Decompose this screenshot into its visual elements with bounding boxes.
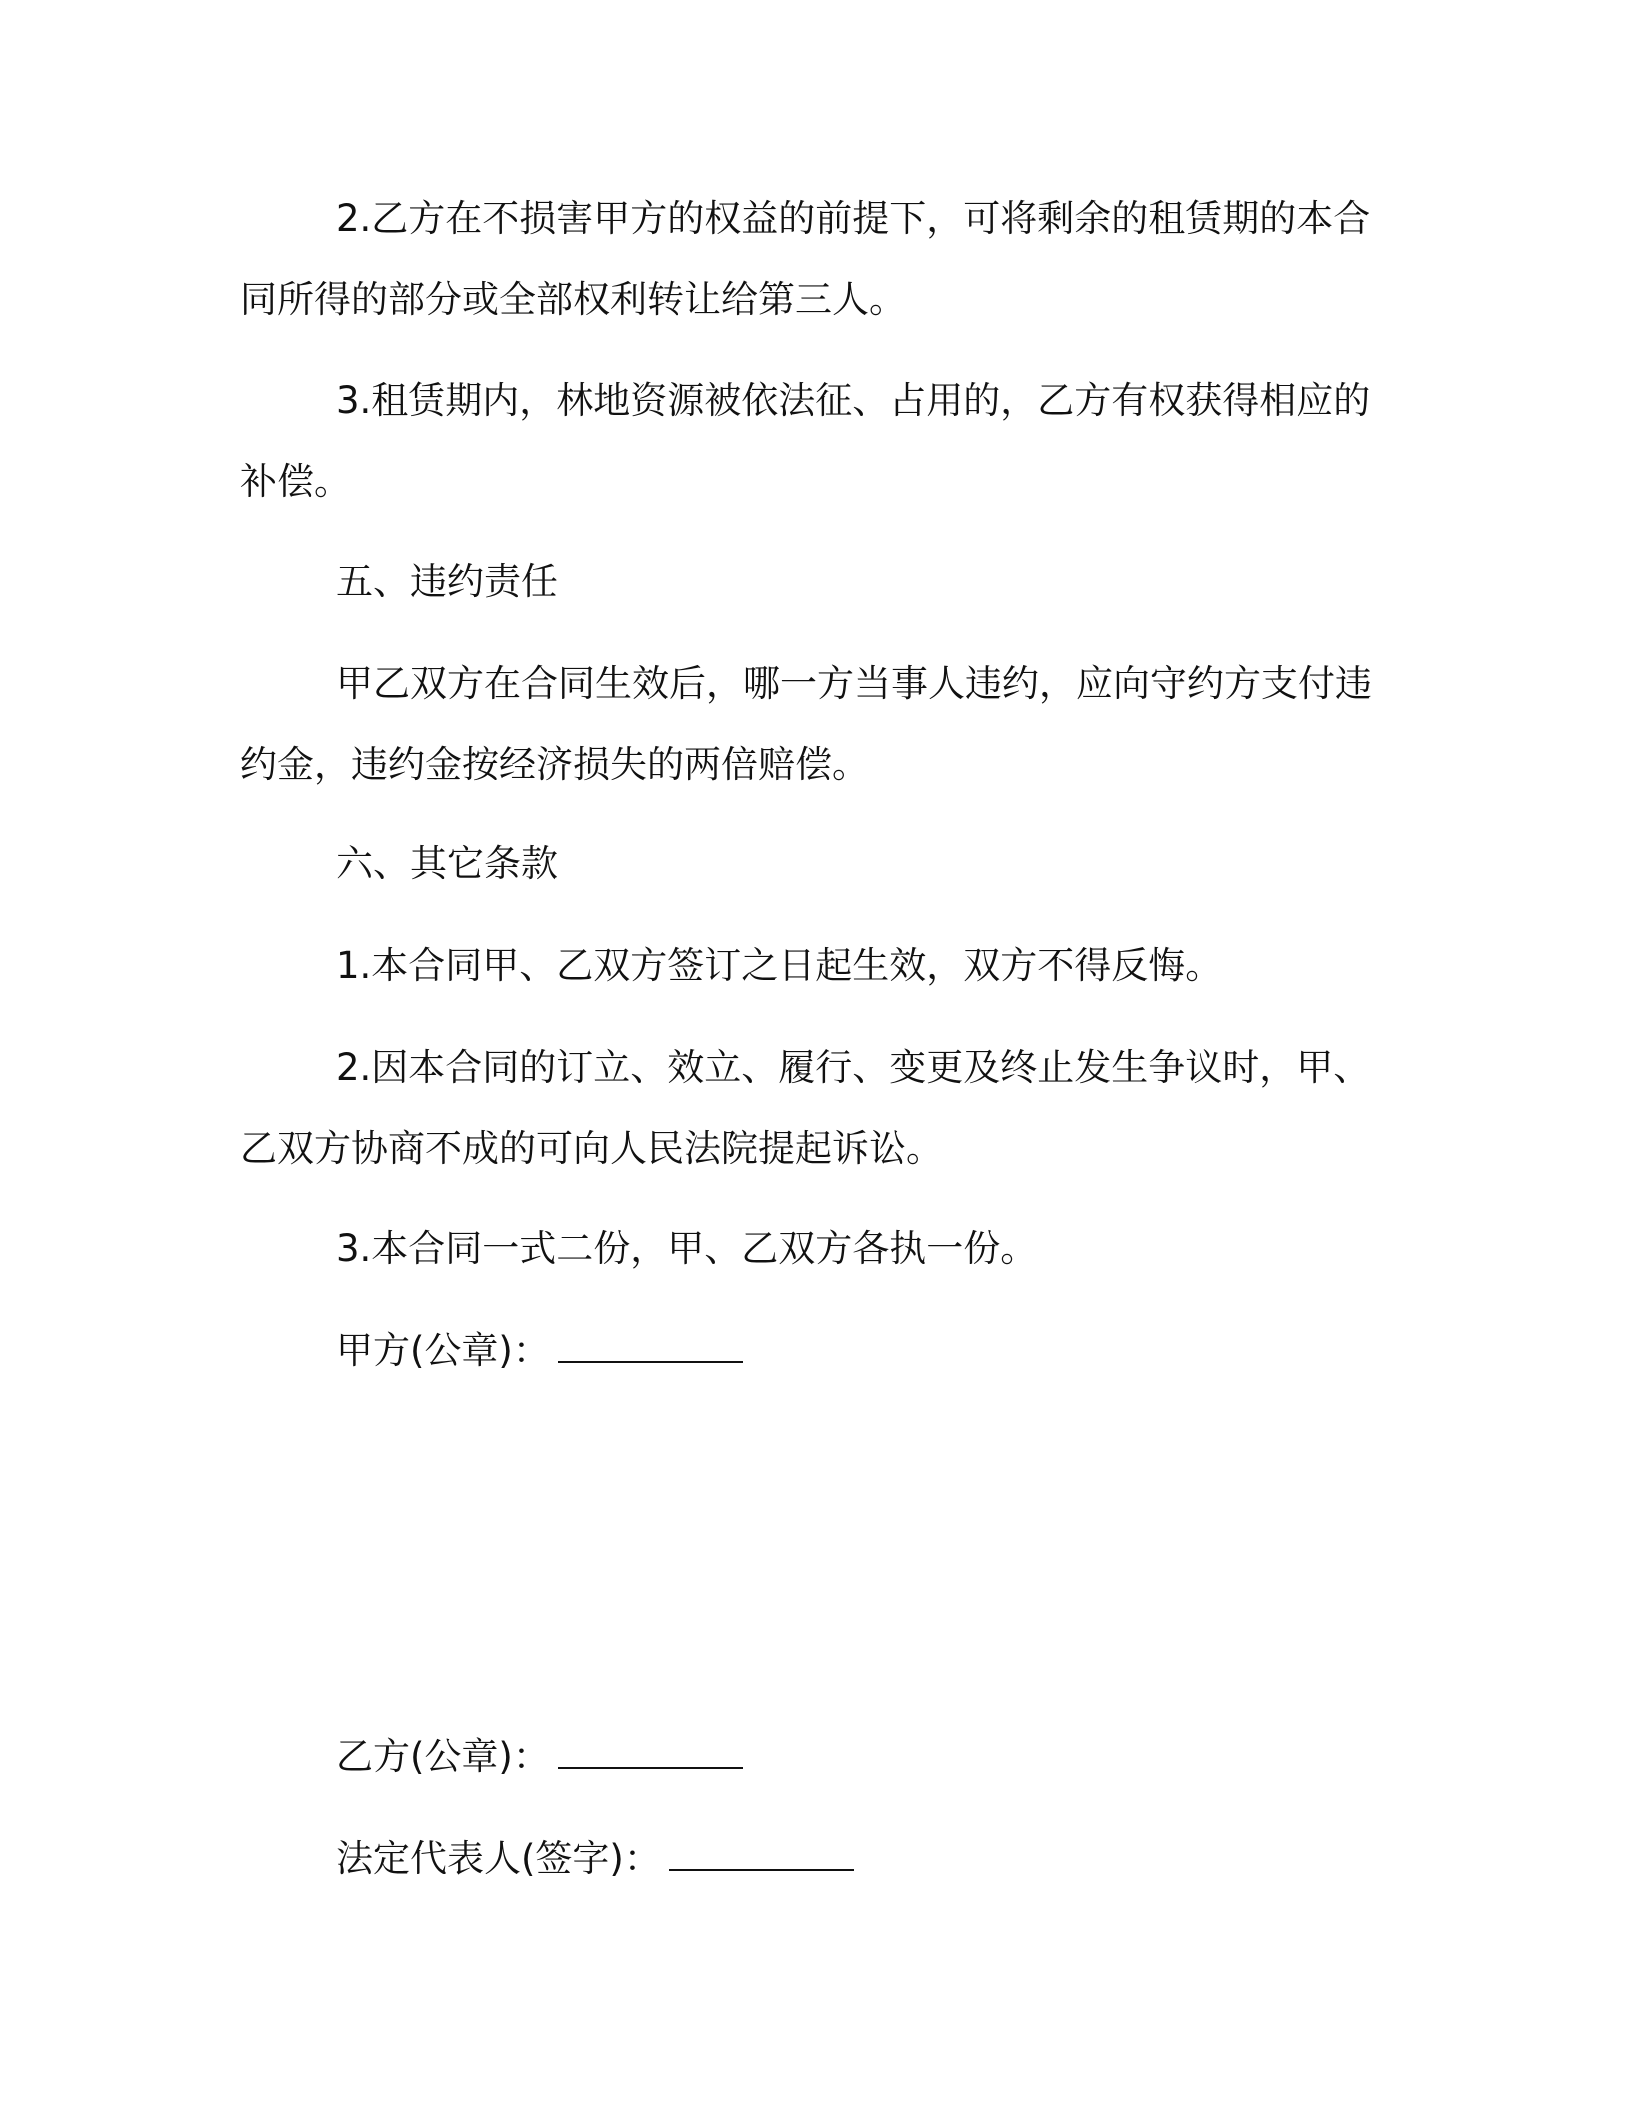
signature-party-b-label: 乙方(公章)：: [336, 1735, 550, 1778]
signature-legal-rep-label: 法定代表人(签字)：: [336, 1837, 661, 1880]
signature-legal-rep: [336, 1818, 854, 1899]
clause-breach: 甲乙双方在合同生效后，哪一方当事人违约，应向守约方支付违约金，违约金按经济损失的两倍赔偿。: [240, 662, 1372, 786]
section-heading-other: 六、其它条款: [336, 842, 558, 885]
signature-party-a-blank[interactable]: [558, 1331, 743, 1363]
clause-4-2: 2.乙方在不损害甲方的权益的前提下，可将剩余的租赁期的本合同所得的部分或全部权利转让给第三人。: [240, 197, 1371, 321]
clause-6-2: 2.因本合同的订立、效立、履行、变更及终止发生争议时，甲、乙双方协商不成的可向人民法院提起诉讼。: [240, 1046, 1371, 1170]
signature-party-a-label: 甲方(公章)：: [336, 1329, 550, 1372]
signature-party-b-blank[interactable]: [558, 1737, 743, 1769]
clause-6-1: 1.本合同甲、乙双方签订之日起生效，双方不得反悔。: [336, 944, 1223, 987]
signature-legal-rep-blank[interactable]: [669, 1839, 854, 1871]
section-heading-breach: 五、违约责任: [336, 560, 558, 603]
document-page: [240, 0, 1390, 2112]
clause-6-3: 3.本合同一式二份，甲、乙双方各执一份。: [336, 1227, 1038, 1270]
clause-4-3: 3.租赁期内，林地资源被依法征、占用的，乙方有权获得相应的补偿。: [240, 379, 1371, 503]
signature-party-b: [336, 1716, 743, 1797]
signature-party-a: [336, 1310, 743, 1391]
